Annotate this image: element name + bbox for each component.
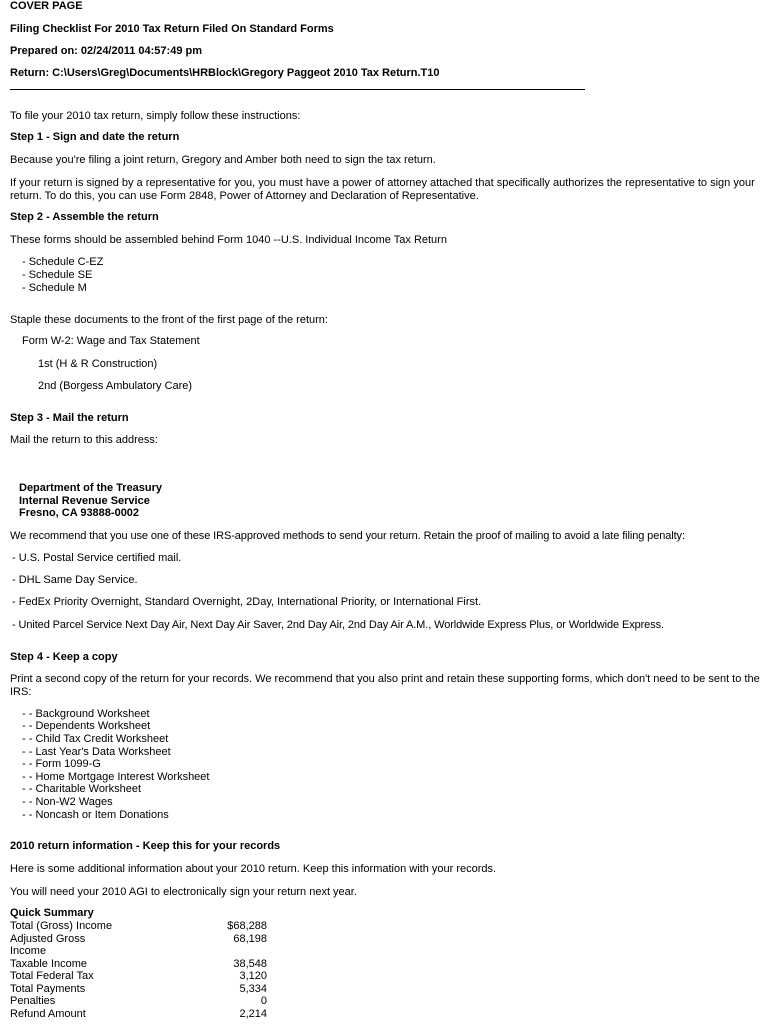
summary-label: Total (Gross) Income — [10, 920, 113, 932]
return-info-text: Here is some additional information about your 2010 return. Keep this information with your records. — [10, 863, 497, 875]
step2-heading: Step 2 - Assemble the return — [10, 211, 159, 223]
step1-joint-text: Because you're filing a joint return, Gregory and Amber both need to sign the tax return. — [10, 154, 436, 166]
supporting-form-item: - - Home Mortgage Interest Worksheet — [22, 771, 210, 783]
w2-item: 2nd (Borgess Ambulatory Care) — [38, 380, 193, 392]
summary-label: Adjusted Gross — [10, 933, 86, 945]
return-path: Return: C:\Users\Greg\Documents\HRBlock\Gregory Paggeot 2010 Tax Return.T10 — [10, 67, 440, 79]
summary-value: 0 — [260, 995, 267, 1007]
summary-value: 68,198 — [233, 933, 267, 945]
step4-copy-text: Print a second copy of the return for your records. We recommend that you also print and retain these supporting forms, which don't need to be sent to the IRS: — [10, 673, 760, 698]
address-line: Internal Revenue Service — [19, 495, 150, 507]
summary-label: Total Federal Tax — [10, 970, 94, 982]
schedule-item: - Schedule SE — [22, 269, 93, 281]
mail-method: - United Parcel Service Next Day Air, Next Day Air Saver, 2nd Day Air, 2nd Day Air A.M., Worldwide Express Plus, or Worldwide Express. — [12, 619, 664, 631]
mail-method: - U.S. Postal Service certified mail. — [12, 552, 182, 564]
step3-heading: Step 3 - Mail the return — [10, 412, 129, 424]
checklist-title: Filing Checklist For 2010 Tax Return Filed On Standard Forms — [10, 23, 334, 35]
return-info-heading: 2010 return information - Keep this for your records — [10, 840, 281, 852]
summary-label: Penalties — [10, 995, 56, 1007]
supporting-form-item: - - Background Worksheet — [22, 708, 150, 720]
summary-label: Total Payments — [10, 983, 86, 995]
supporting-form-item: - - Last Year's Data Worksheet — [22, 746, 171, 758]
schedule-item: - Schedule C-EZ — [22, 256, 104, 268]
mail-method: - FedEx Priority Overnight, Standard Overnight, 2Day, International Priority, or International First. — [12, 596, 482, 608]
quick-summary-title: Quick Summary — [10, 907, 94, 919]
agi-note: You will need your 2010 AGI to electronically sign your return next year. — [10, 886, 357, 898]
supporting-form-item: - - Charitable Worksheet — [22, 783, 142, 795]
summary-value: 2,214 — [239, 1008, 267, 1020]
supporting-form-item: - - Dependents Worksheet — [22, 720, 151, 732]
header-divider — [10, 89, 585, 90]
mail-method: - DHL Same Day Service. — [12, 574, 138, 586]
address-line: Fresno, CA 93888-0002 — [19, 507, 140, 519]
step2-assemble-text: These forms should be assembled behind Form 1040 --U.S. Individual Income Tax Return — [10, 234, 447, 246]
summary-value: 38,548 — [233, 958, 267, 970]
summary-value: 5,334 — [239, 983, 267, 995]
staple-text: Staple these documents to the front of the first page of the return: — [10, 314, 328, 326]
step1-heading: Step 1 - Sign and date the return — [10, 131, 180, 143]
schedule-item: - Schedule M — [22, 282, 87, 294]
w2-item: 1st (H & R Construction) — [38, 358, 158, 370]
summary-label: Taxable Income — [10, 958, 88, 970]
w2-label: Form W-2: Wage and Tax Statement — [22, 335, 200, 347]
supporting-form-item: - - Form 1099-G — [22, 758, 101, 770]
step4-heading: Step 4 - Keep a copy — [10, 651, 118, 663]
supporting-form-item: - - Non-W2 Wages — [22, 796, 113, 808]
prepared-on: Prepared on: 02/24/2011 04:57:49 pm — [10, 45, 202, 57]
supporting-form-item: - - Noncash or Item Donations — [22, 809, 169, 821]
summary-value: $68,288 — [227, 920, 267, 932]
cover-page-label: COVER PAGE — [10, 0, 83, 12]
summary-label: Refund Amount — [10, 1008, 86, 1020]
recommend-text: We recommend that you use one of these IRS-approved methods to send your return. Retain the proof of mailing to avoid a late filing penalty: — [10, 530, 685, 542]
summary-value: 3,120 — [239, 970, 267, 982]
address-line: Department of the Treasury — [19, 482, 163, 494]
intro-text: To file your 2010 tax return, simply follow these instructions: — [10, 110, 301, 122]
step1-representative-text: If your return is signed by a representative for you, you must have a power of attorney attached that specifically authorizes the representative to sign your return. To do this, you can use Form 2848, Power of Attorney and Declaration of Representative. — [10, 177, 755, 202]
supporting-form-item: - - Child Tax Credit Worksheet — [22, 733, 169, 745]
summary-label-continued: Income — [10, 945, 47, 957]
step3-mail-text: Mail the return to this address: — [10, 434, 158, 446]
